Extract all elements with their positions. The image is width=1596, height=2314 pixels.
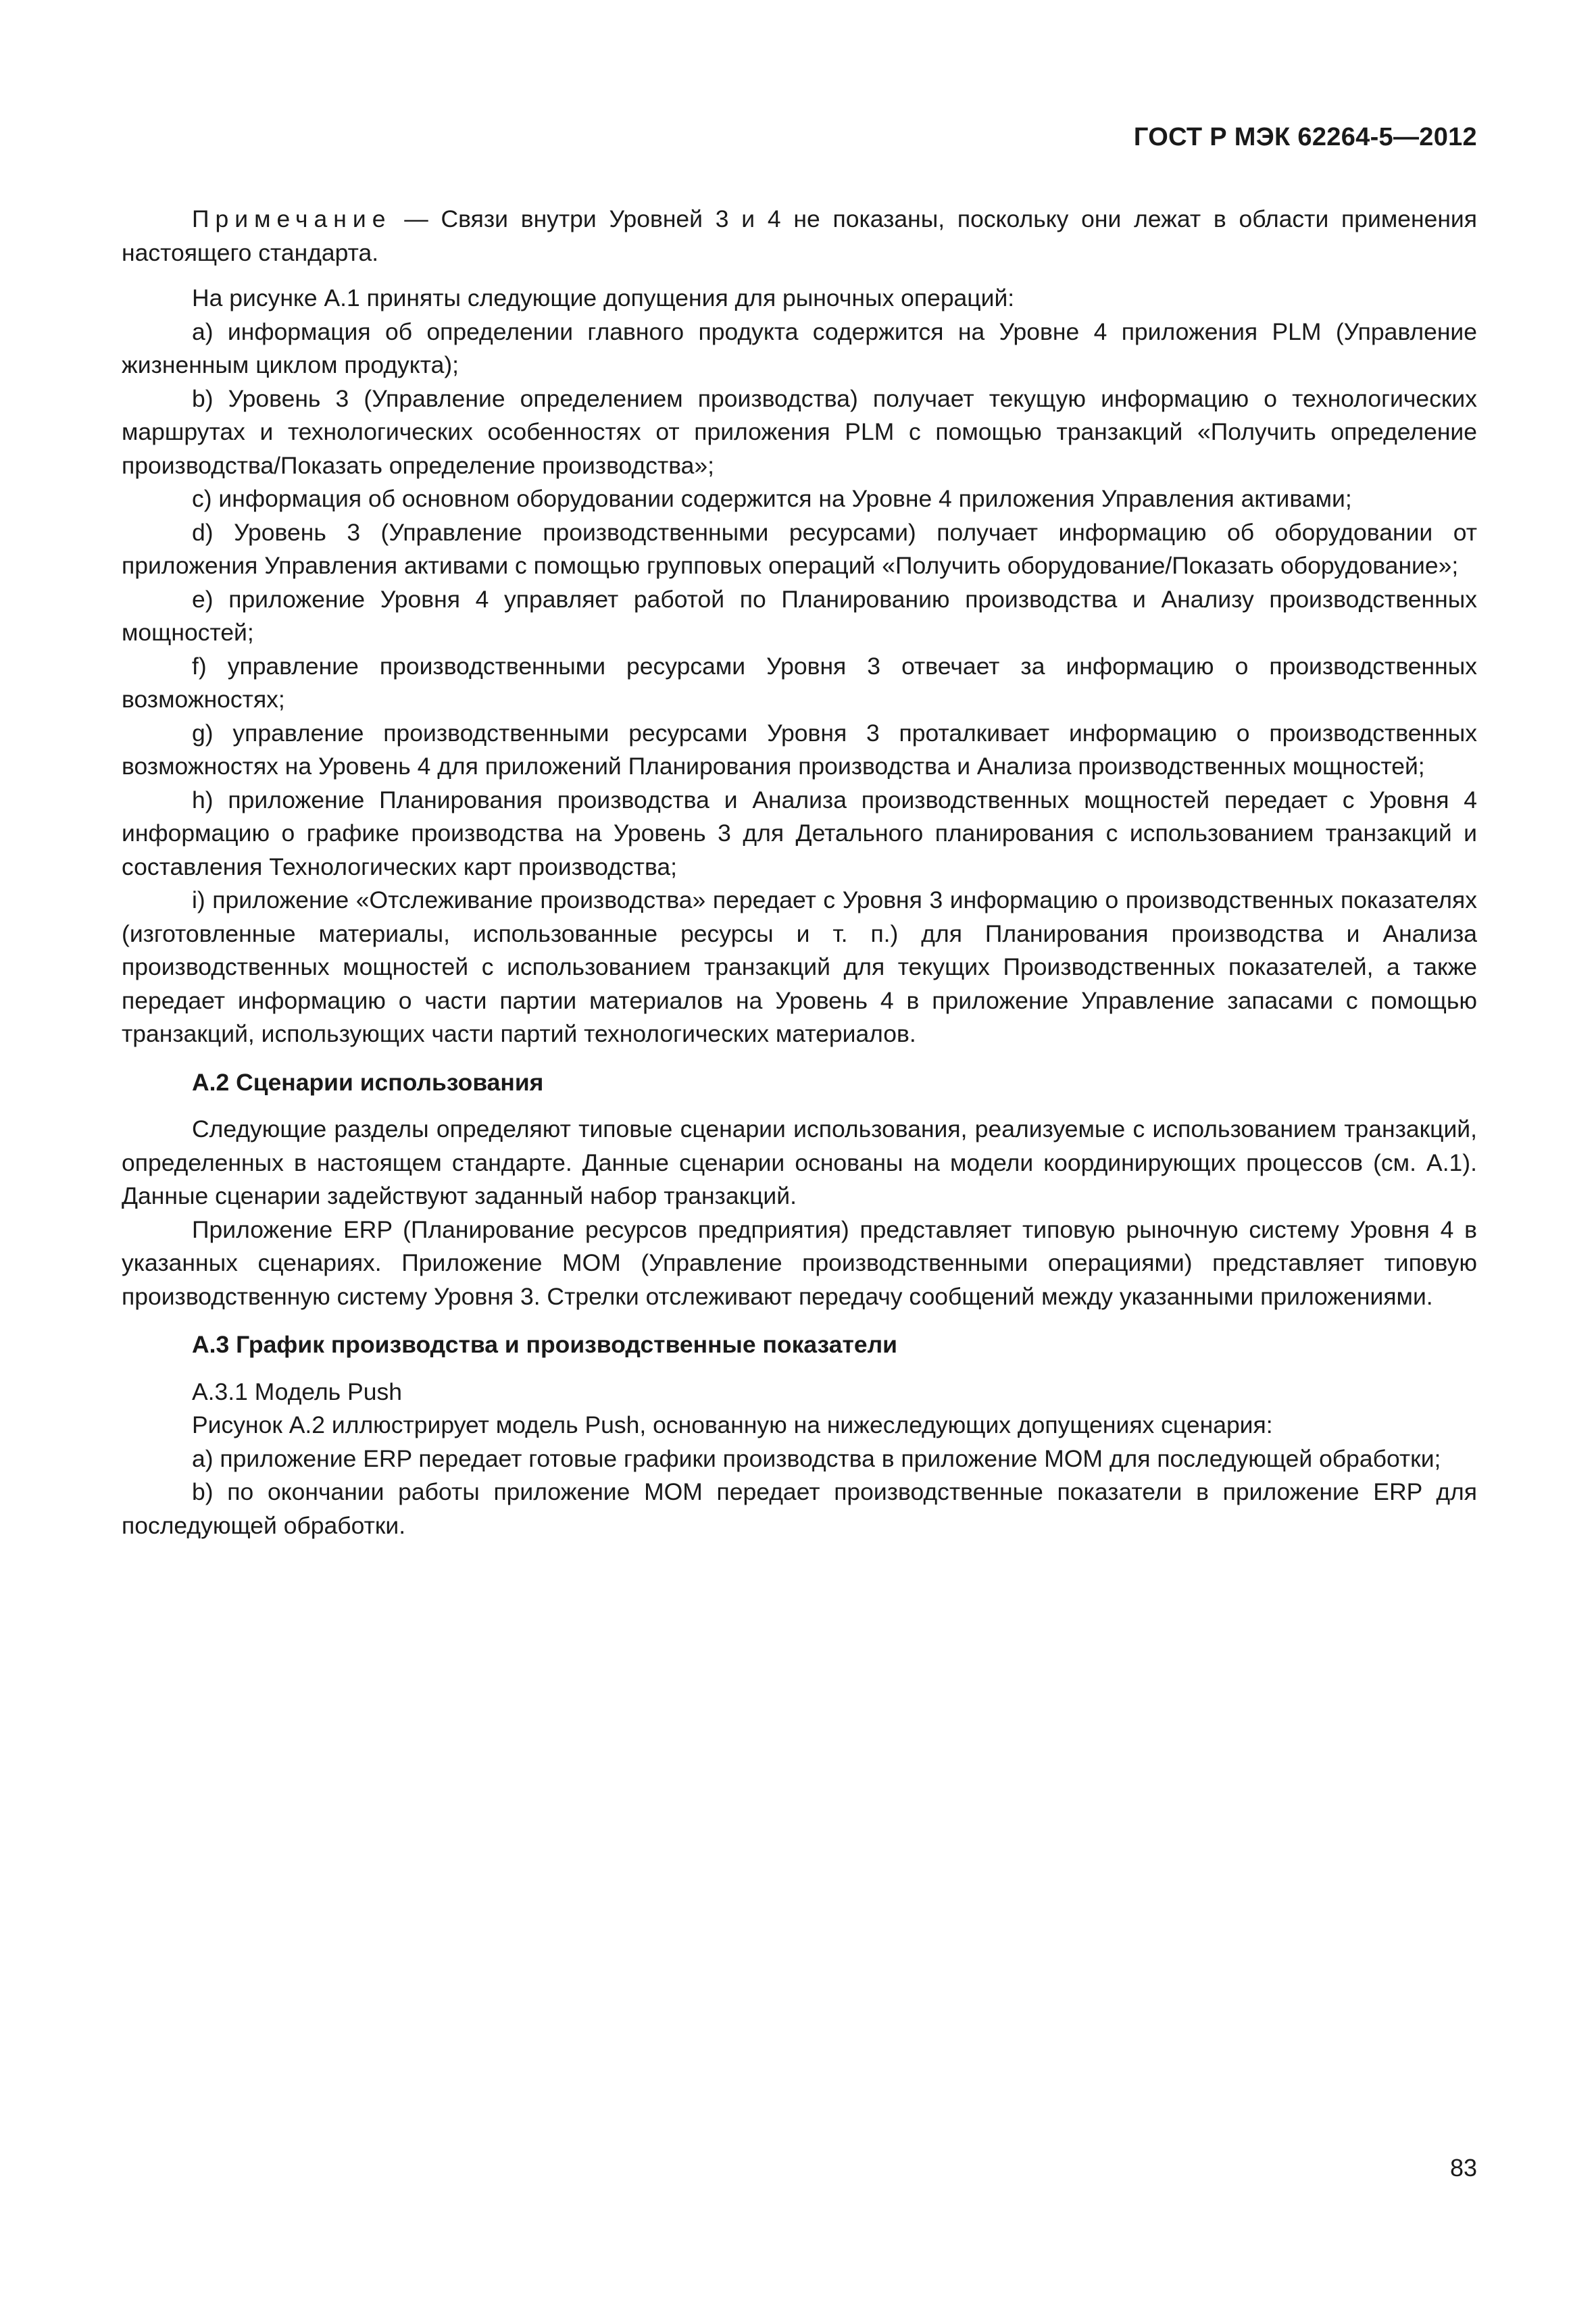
note-paragraph [122, 203, 1477, 270]
standard-header: ГОСТ Р МЭК 62264-5—2012 [1133, 123, 1477, 151]
note-label: Примечание [192, 205, 392, 232]
paragraph: Рисунок А.2 иллюстрирует модель Push, основанную на нижеследующих допущениях сценария: [192, 1411, 1273, 1438]
note-text: — Связи внутри Уровней 3 и 4 не показаны, поскольку они лежат в области применения настоящего стандарта. [122, 205, 1477, 266]
paragraph: Следующие разделы определяют типовые сценарии использования, реализуемые с использованием транзакций, определенных в настоящем стандарте. Данные сценарии основаны на модели координирующих процессов (см. А.1). Данные сценарии задействуют заданный набор транзакций. [122, 1115, 1477, 1209]
list-item: i) приложение «Отслеживание производства» передает с Уровня 3 информацию о производственных показателях (изготовленные материалы, использованные ресурсы и т. п.) для Планирования производства и Анализа производственных мощностей с использованием транзакций для текущих Производственных показателей, а также передает информацию о части партии материалов на Уровень 4 в приложение Управление запасами с помощью транзакций, использующих части партий технологических материалов. [122, 886, 1477, 1047]
list-item: b) по окончании работы приложение МОМ передает производственные показатели в приложение ERP для последующей обработки. [122, 1478, 1477, 1539]
list-item: g) управление производственными ресурсами Уровня 3 проталкивает информацию о производственных возможностях на Уровень 4 для приложений Планирования производства и Анализа производственных мощностей; [122, 719, 1477, 780]
paragraph: Приложение ERP (Планирование ресурсов предприятия) представляет типовую рыночную систему Уровня 4 в указанных сценариях. Приложение МОМ (Управление производственными операциями) представляет типовую производственную систему Уровня 3. Стрелки отслеживают передачу сообщений между указанными приложениями. [122, 1215, 1477, 1310]
page-number: 83 [1449, 2154, 1477, 2182]
list-item: с) информация об основном оборудовании содержится на Уровне 4 приложения Управления активами; [192, 485, 1352, 512]
list-item: h) приложение Планирования производства и Анализа производственных мощностей передает с Уровня 4 информацию о графике производства на Уровень 3 для Детального планирования с использованием транзакций и составления Технологических карт производства; [122, 786, 1477, 880]
list-item: b) Уровень 3 (Управление определением производства) получает текущую информацию о технологических маршрутах и технологических особенностях от приложения PLM с помощью транзакций «Получить определение производства/Показать определение производства»; [122, 384, 1477, 479]
subsection-heading-a3-1: А.3.1 Модель Push [192, 1378, 402, 1405]
page-content [122, 203, 1477, 1542]
list-item: а) приложение ERP передает готовые графики производства в приложение МОМ для последующей обработки; [192, 1444, 1441, 1472]
list-item: f) управление производственными ресурсами Уровня 3 отвечает за информацию о производственных возможностях; [122, 652, 1477, 713]
list-item: а) информация об определении главного продукта содержится на Уровне 4 приложения PLM (Управление жизненным циклом продукта); [122, 318, 1477, 378]
section-heading-a3: А.3 График производства и производственные показатели [192, 1331, 897, 1358]
list-item: е) приложение Уровня 4 управляет работой по Планированию производства и Анализу производственных мощностей; [122, 585, 1477, 646]
list-item: d) Уровень 3 (Управление производственными ресурсами) получает информацию об оборудовании от приложения Управления активами с помощью групповых операций «Получить оборудование/Показать оборудование»; [122, 518, 1477, 579]
intro-paragraph: На рисунке А.1 приняты следующие допущения для рыночных операций: [192, 284, 1015, 311]
section-heading-a2: А.2 Сценарии использования [192, 1068, 544, 1096]
